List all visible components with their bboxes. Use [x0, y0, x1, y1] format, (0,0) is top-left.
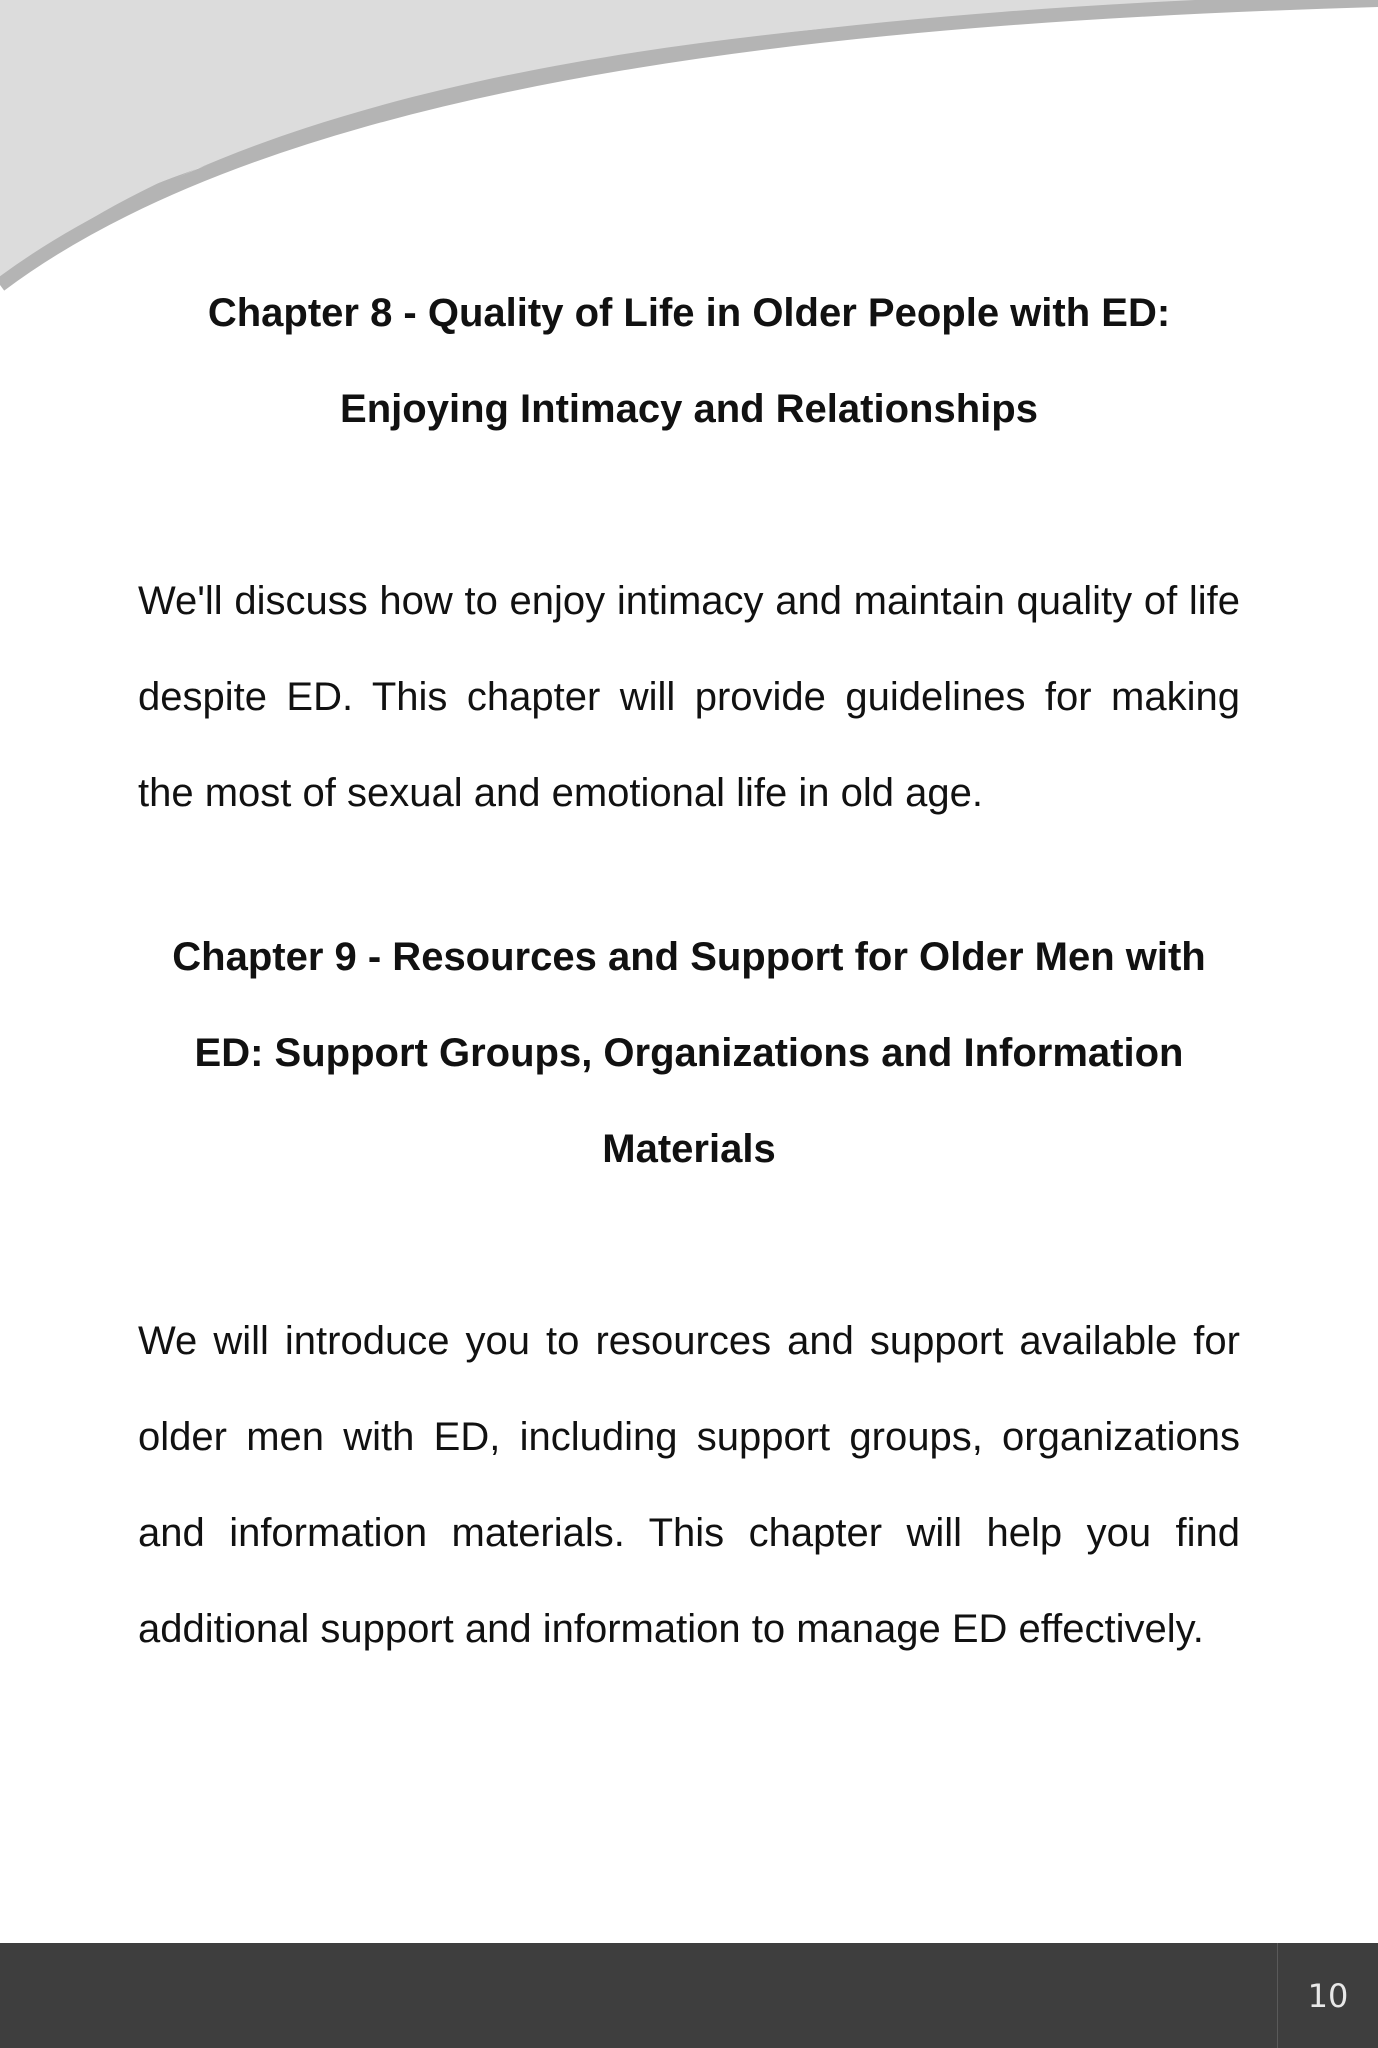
chapter-8-heading: Chapter 8 - Quality of Life in Older People with ED: Enjoying Intimacy and Relationships	[207, 291, 1171, 431]
main-content	[138, 265, 1240, 1677]
page-number-box	[1277, 1943, 1378, 2048]
chapter-9-heading: Chapter 9 - Resources and Support for Older Men with ED: Support Groups, Organizations and Information Materials	[172, 935, 1206, 1171]
chapter-8-paragraph: We'll discuss how to enjoy intimacy and maintain quality of life despite ED. This chapter will provide guidelines for making the most of sexual and emotional life in old age.	[138, 579, 1240, 815]
chapter-9-paragraph: We will introduce you to resources and support available for older men with ED, including support groups, organizations and information materials. This chapter will help you find additional support and information to manage ED effectively.	[138, 1319, 1240, 1651]
header-swoosh-decoration	[0, 0, 1378, 300]
page-number: 10	[1307, 1976, 1349, 2015]
page-footer	[0, 1943, 1378, 2048]
